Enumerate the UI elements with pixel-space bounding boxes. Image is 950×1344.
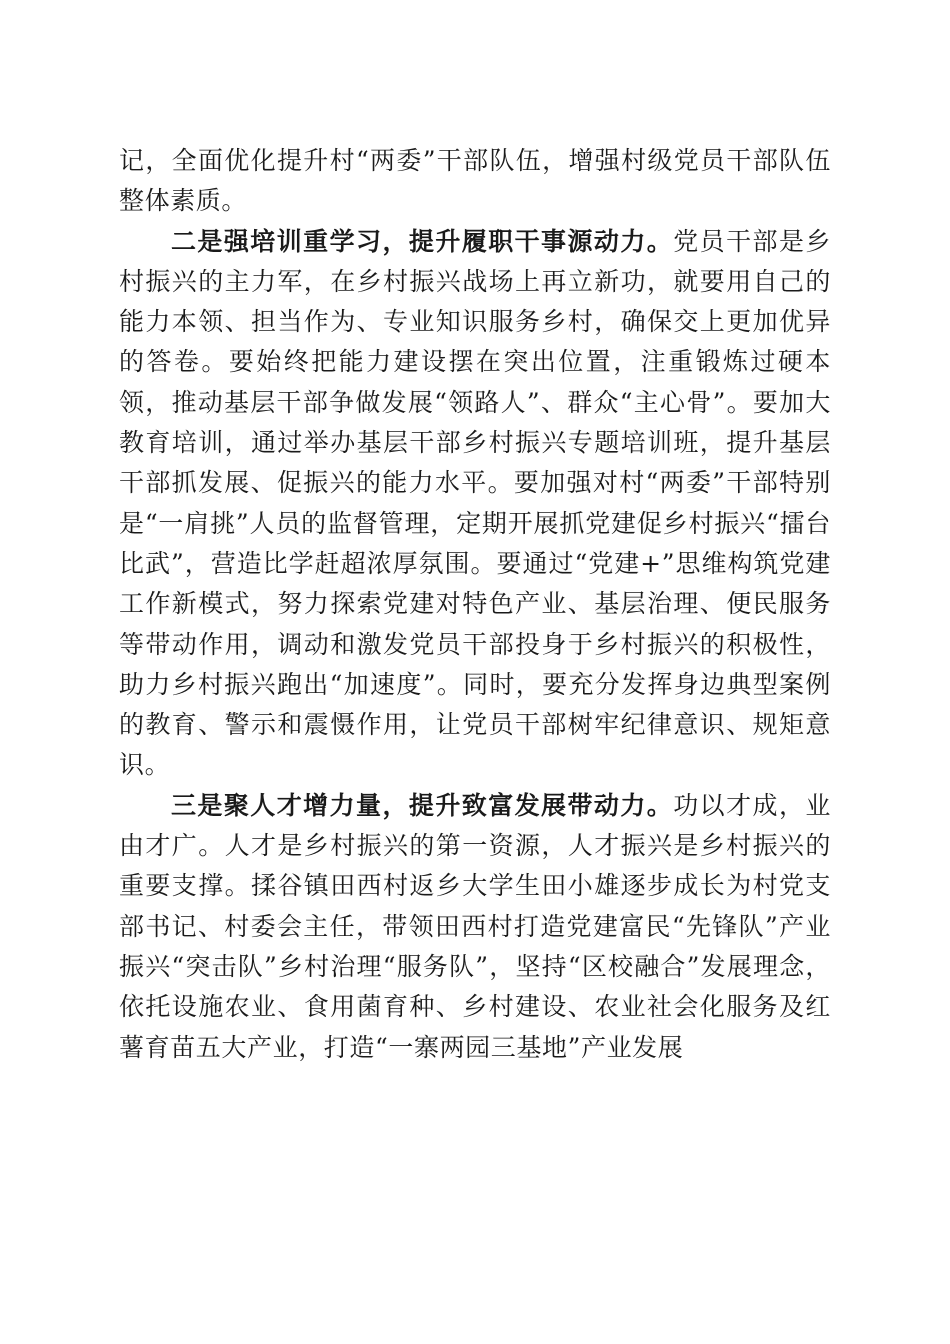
paragraph-training [119,222,831,786]
paragraph-talent [119,786,831,1068]
document-body [119,141,831,1068]
paragraph-text: 党员干部是乡村振兴的主力军，在乡村振兴战场上再立新功，就要用自己的能力本领、担当作为、专业知识服务乡村，确保交上更加优异的答卷。要始终把能力建设摆在突出位置，注重锻炼过硬本领，推动基层干部争做发展“领路人”、群众“主心骨”。要加大教育培训，通过举办基层干部乡村振兴专题培训班，提升基层干部抓发展、促振兴的能力水平。要加强对村“两委”干部特别是“一肩挑”人员的监督管理，定期开展抓党建促乡村振兴“擂台比武”，营造比学赶超浓厚氛围。要通过“党建+”思维构筑党建工作新模式，努力探索党建对特色产业、基层治理、便民服务等带动作用，调动和激发党员干部投身于乡村振兴的积极性，助力乡村振兴跑出“加速度”。同时，要充分发挥身边典型案例的教育、警示和震慑作用，让党员干部树牢纪律意识、规矩意识。 [119,226,831,780]
paragraph-lead-heading: 三是聚人才增力量，提升致富发展带动力。 [171,790,674,820]
paragraph-text: 记，全面优化提升村“两委”干部队伍，增强村级党员干部队伍整体素质。 [119,146,831,216]
paragraph-text: 功以才成，业由才广。人才是乡村振兴的第一资源，人才振兴是乡村振兴的重要支撑。揉谷镇田西村返乡大学生田小雄逐步成长为村党支部书记、村委会主任，带领田西村打造党建富民“先锋队”产业振兴“突击队”乡村治理“服务队”，坚持“区校融合”发展理念，依托设施农业、食用菌育种、乡村建设、农业社会化服务及红薯育苗五大产业，打造“一寨两园三基地”产业发展 [119,790,831,1062]
paragraph-continuation [119,141,831,222]
paragraph-lead-heading: 二是强培训重学习，提升履职干事源动力。 [171,226,674,256]
